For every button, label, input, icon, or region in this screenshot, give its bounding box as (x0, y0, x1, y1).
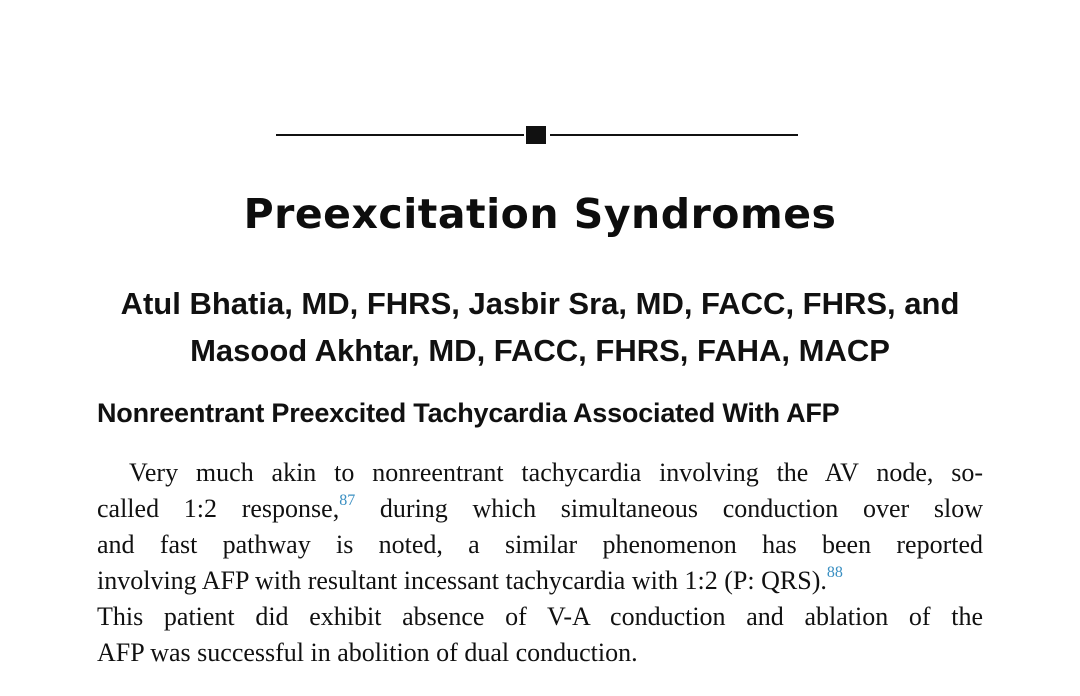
author-list (0, 280, 1080, 374)
paragraph-line-2-start: called 1:2 response, (97, 494, 340, 523)
reference-link-88[interactable]: 88 (826, 564, 843, 581)
paragraph-line-1: Very much akin to nonreentrant tachycardia involving the AV node, so- (129, 458, 983, 487)
paragraph-line-4 (97, 563, 983, 599)
ornament-square-icon (526, 126, 546, 144)
chapter-title: Preexcitation Syndromes (243, 190, 837, 238)
section-heading: Nonreentrant Preexcited Tachycardia Associated With AFP (97, 398, 840, 428)
author-line-2: Masood Akhtar, MD, FACC, FHRS, FAHA, MACP (190, 333, 890, 368)
title-ornament-rule (276, 126, 798, 144)
ornament-left-line (276, 134, 524, 136)
paragraph-line-6: AFP was successful in abolition of dual conduction. (97, 638, 638, 667)
ornament-right-line (550, 134, 798, 136)
paragraph-line-2 (97, 491, 983, 527)
paragraph-line-4-text: involving AFP with resultant incessant tachycardia with 1:2 (P: QRS). (97, 566, 827, 595)
reference-link-87[interactable]: 87 (339, 492, 356, 509)
paragraph-line-2-end: during which simultaneous conduction over slow (355, 494, 983, 523)
paragraph-line-5: This patient did exhibit absence of V-A conduction and ablation of the (97, 602, 983, 631)
author-line-1: Atul Bhatia, MD, FHRS, Jasbir Sra, MD, FACC, FHRS, and (120, 286, 960, 321)
paragraph-line-3: and fast pathway is noted, a similar phenomenon has been reported (97, 530, 983, 559)
section-paragraph (97, 455, 983, 671)
